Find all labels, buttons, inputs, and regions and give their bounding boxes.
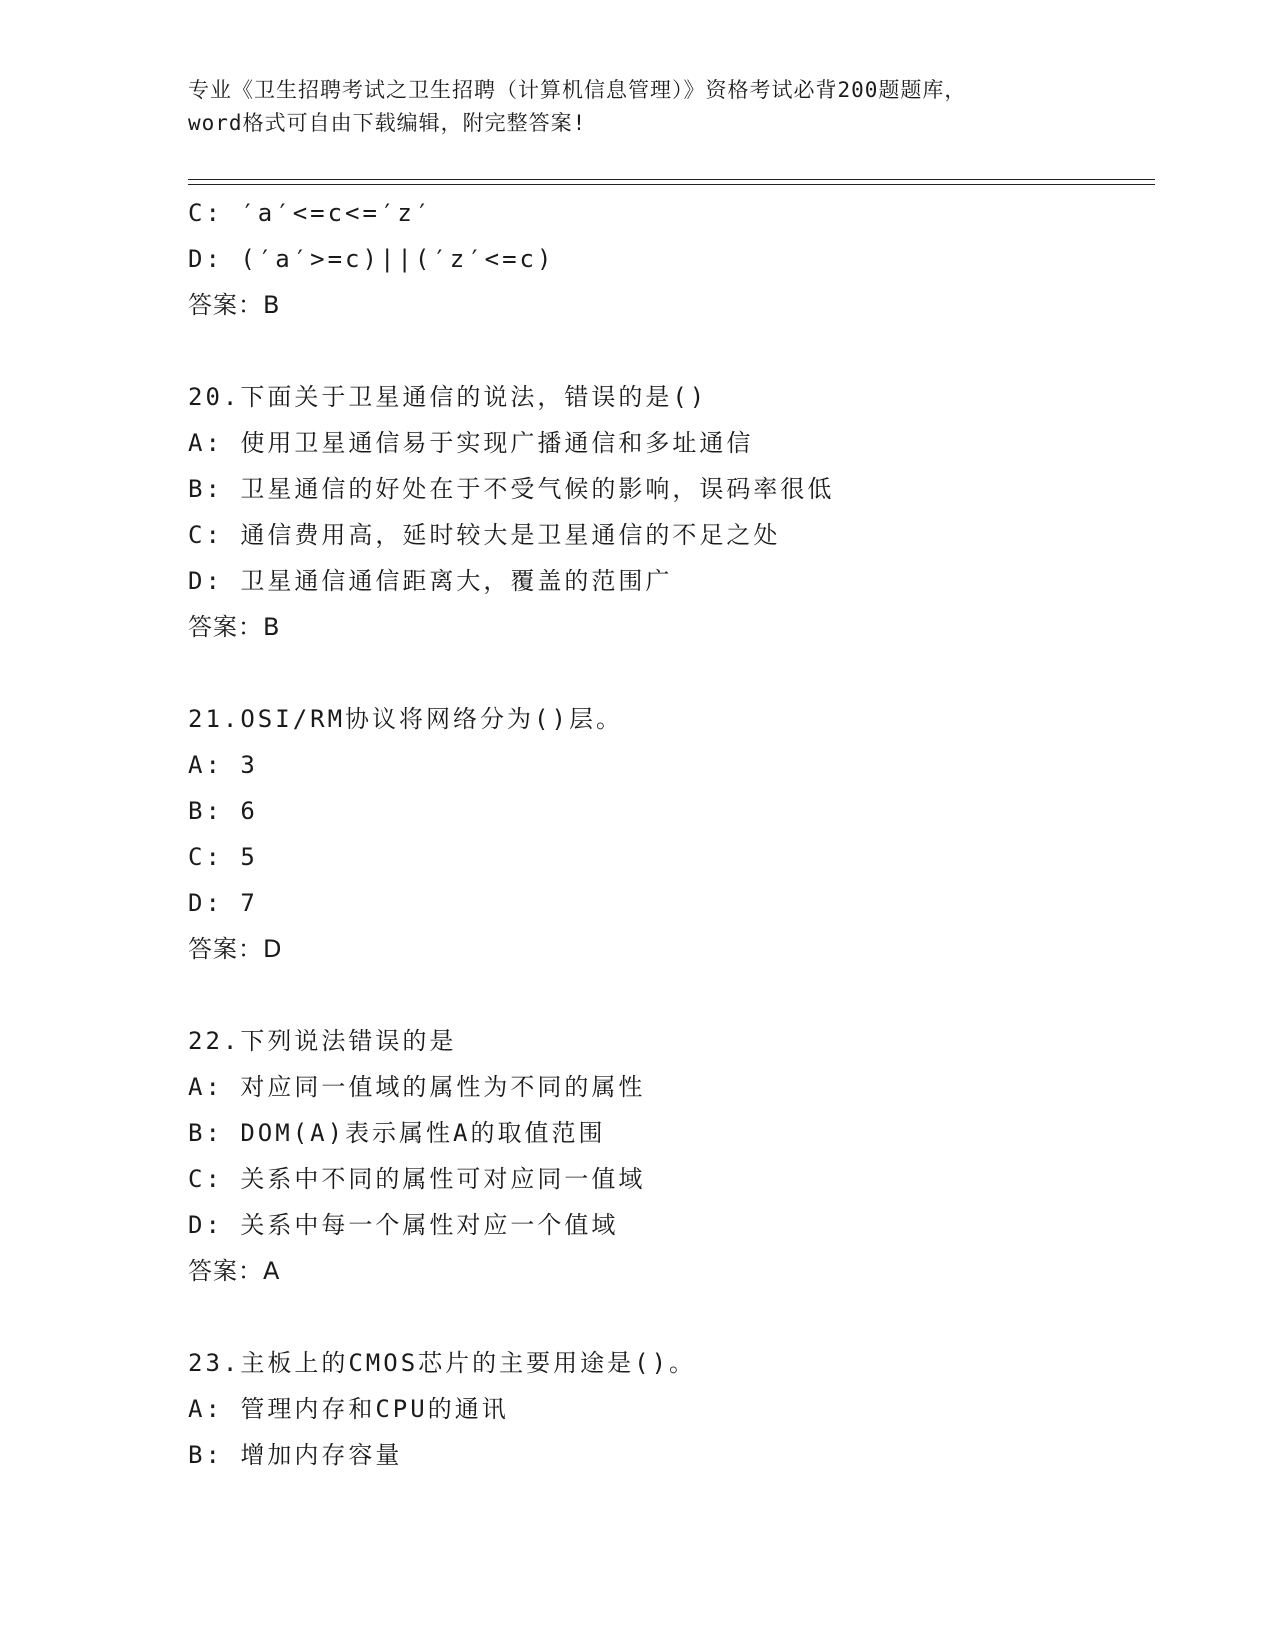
question-19-block <box>188 190 1148 328</box>
q21-option-d: D: 7 <box>188 889 258 917</box>
q21-option-b: B: 6 <box>188 797 258 825</box>
question-22-block <box>188 1018 1148 1294</box>
q23-question: 23.主板上的CMOS芯片的主要用途是()。 <box>188 1349 697 1377</box>
q20-question: 20.下面关于卫星通信的说法，错误的是() <box>188 383 708 411</box>
q20-option-b: B: 卫星通信的好处在于不受气候的影响，误码率很低 <box>188 475 835 503</box>
q23-option-b: B: 增加内存容量 <box>188 1441 403 1469</box>
q22-question: 22.下列说法错误的是 <box>188 1027 457 1055</box>
spacer <box>188 328 1148 374</box>
q20-answer: 答案：B <box>188 613 281 641</box>
q21-option-a: A: 3 <box>188 751 258 779</box>
spacer <box>188 972 1148 1018</box>
spacer <box>188 650 1148 696</box>
header-divider-bottom <box>188 184 1155 185</box>
q19-option-c: C: ′a′<=c<=′z′ <box>188 199 433 227</box>
question-23-block <box>188 1340 1148 1478</box>
q23-option-a: A: 管理内存和CPU的通讯 <box>188 1395 509 1423</box>
q20-option-c: C: 通信费用高，延时较大是卫星通信的不足之处 <box>188 521 781 549</box>
header-title-line-2: word格式可自由下载编辑，附完整答案! <box>188 111 587 135</box>
q21-question: 21.OSI/RM协议将网络分为()层。 <box>188 705 623 733</box>
q19-answer: 答案：B <box>188 291 281 319</box>
q22-option-c: C: 关系中不同的属性可对应同一值域 <box>188 1165 646 1193</box>
q22-option-a: A: 对应同一值域的属性为不同的属性 <box>188 1073 646 1101</box>
q20-option-d: D: 卫星通信通信距离大，覆盖的范围广 <box>188 567 673 595</box>
q22-answer: 答案：A <box>188 1257 281 1285</box>
question-20-block <box>188 374 1148 650</box>
q22-option-b: B: DOM(A)表示属性A的取值范围 <box>188 1119 606 1147</box>
spacer <box>188 1294 1148 1340</box>
header-divider-top <box>188 179 1155 180</box>
q21-answer: 答案：D <box>188 935 283 963</box>
q20-option-a: A: 使用卫星通信易于实现广播通信和多址通信 <box>188 429 754 457</box>
question-21-block <box>188 696 1148 972</box>
q22-option-d: D: 关系中每一个属性对应一个值域 <box>188 1211 619 1239</box>
header-title-line-1: 专业《卫生招聘考试之卫生招聘（计算机信息管理）》资格考试必背200题题库， <box>188 78 967 102</box>
question-list <box>188 190 1148 1478</box>
q21-option-c: C: 5 <box>188 843 258 871</box>
document-header <box>188 74 1088 140</box>
q19-option-d: D: (′a′>=c)||(′z′<=c) <box>188 245 555 273</box>
